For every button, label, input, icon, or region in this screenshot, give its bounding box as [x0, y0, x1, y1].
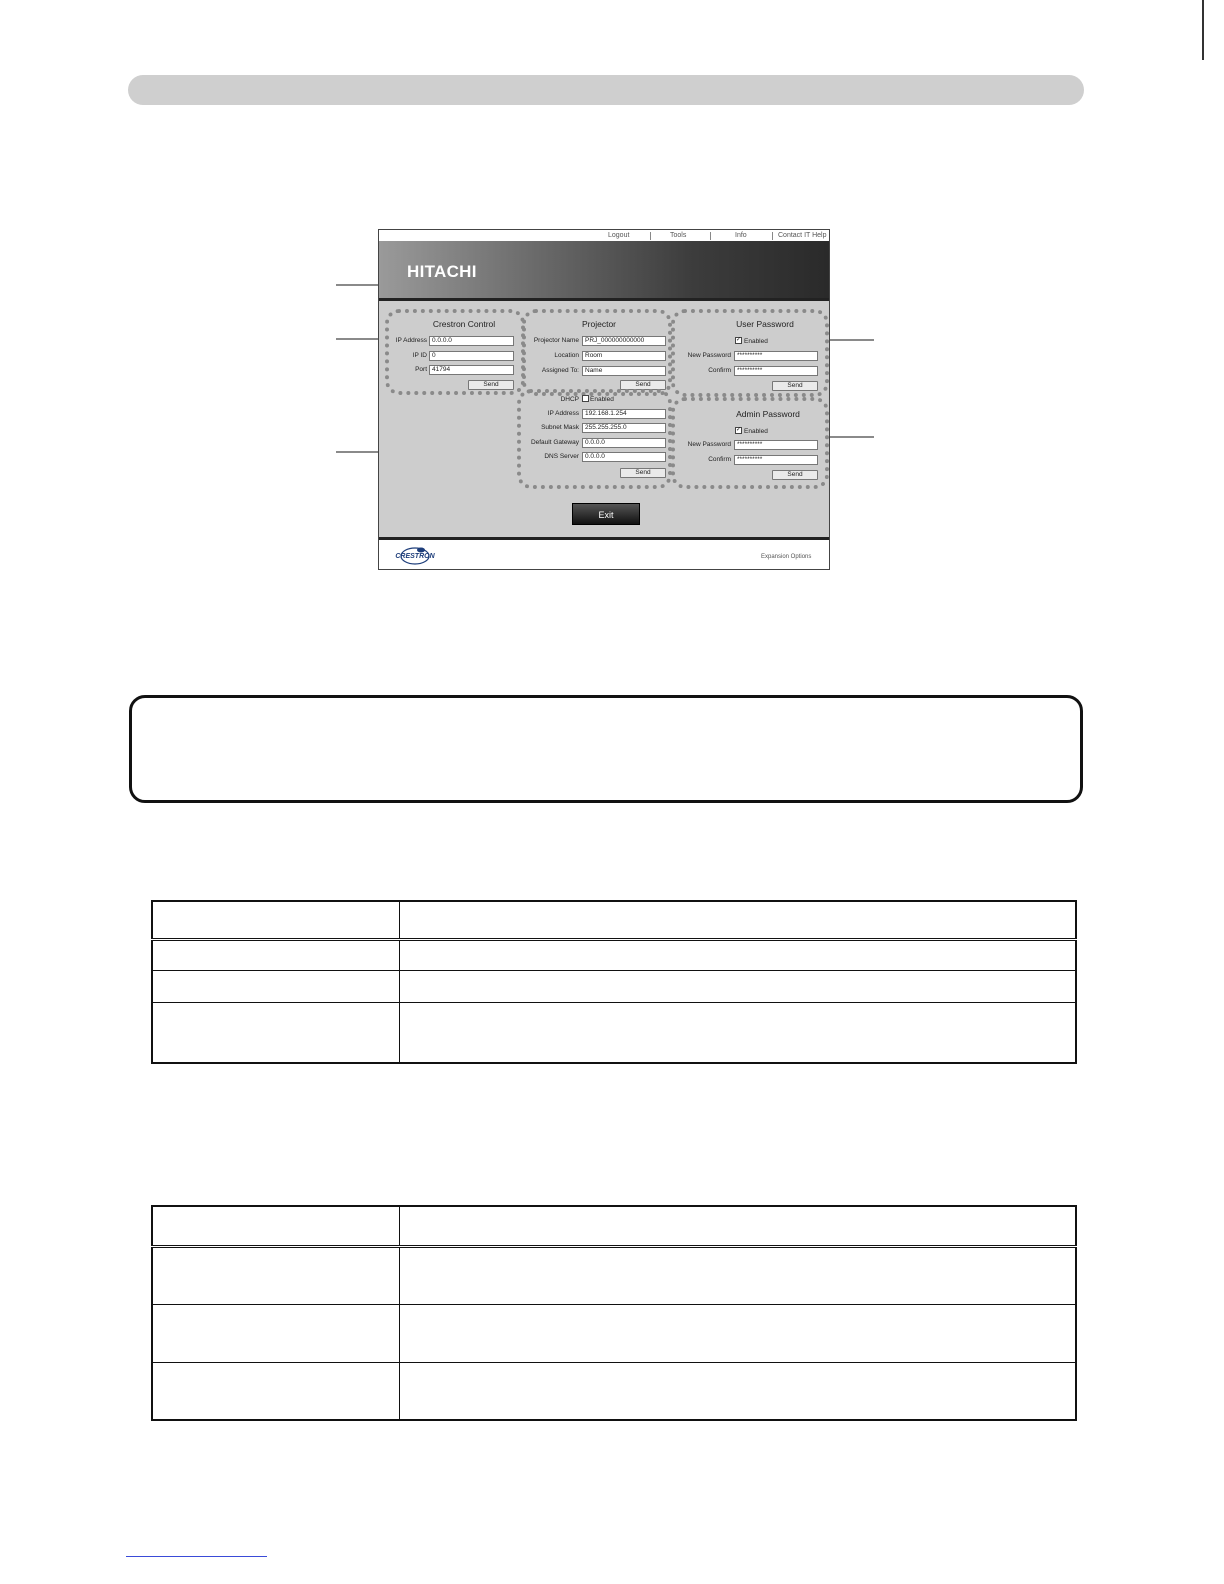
table-row	[152, 971, 1076, 1002]
projector-title: Projector	[581, 319, 616, 329]
subnet-mask-label: Subnet Mask	[541, 424, 579, 431]
table-row	[152, 939, 1076, 970]
default-gateway-field[interactable]: 0.0.0.0	[582, 438, 666, 448]
user-password-enabled-checkbox[interactable]: ✓	[736, 337, 742, 343]
table-row	[152, 1246, 1076, 1304]
default-gateway-label: Default Gateway	[530, 439, 579, 446]
crestron-ip-label: IP Address	[395, 337, 427, 344]
admin-confirm-field[interactable]: **********	[734, 455, 818, 465]
crestron-ip-field[interactable]: 0.0.0.0	[429, 336, 514, 346]
table-row	[152, 1362, 1076, 1420]
dhcp-enabled-label: Enabled	[590, 396, 614, 403]
user-password-send-button[interactable]: Send	[772, 381, 818, 391]
callout-user-password	[828, 339, 874, 341]
projector-name-label: Projector Name	[533, 337, 579, 344]
table-row	[152, 1304, 1076, 1362]
nav-tools[interactable]: Tools	[670, 232, 687, 239]
dhcp-checkbox[interactable]	[582, 395, 589, 402]
admin-password-enabled-label: Enabled	[744, 428, 768, 435]
subnet-mask-field[interactable]: 255.255.255.0	[582, 423, 666, 433]
admin-new-password-field[interactable]: **********	[734, 440, 818, 450]
crestron-ipid-label: IP ID	[412, 352, 427, 359]
nav-contact-it-help[interactable]: Contact IT Help	[778, 232, 827, 239]
admin-new-password-label: New Password	[687, 441, 731, 448]
admin-password-title: Admin Password	[736, 409, 800, 419]
user-new-password-field[interactable]: **********	[734, 351, 818, 361]
dns-server-field[interactable]: 0.0.0.0	[582, 452, 666, 462]
projector-name-field[interactable]: PRJ_000000000000	[582, 336, 666, 346]
dhcp-label: DHCP	[560, 396, 579, 403]
note-box	[129, 695, 1083, 803]
user-confirm-label: Confirm	[708, 367, 731, 374]
crestron-control-title: Crestron Control	[432, 319, 496, 329]
network-send-button[interactable]: Send	[620, 468, 666, 478]
top-nav	[379, 230, 829, 241]
admin-password-enabled-checkbox[interactable]: ✓	[736, 427, 742, 433]
user-confirm-field[interactable]: **********	[734, 366, 818, 376]
projector-settings-table	[151, 1205, 1077, 1421]
settings-body	[379, 301, 829, 537]
admin-confirm-label: Confirm	[708, 456, 731, 463]
table-row	[152, 1206, 1076, 1246]
exit-button[interactable]: Exit	[572, 503, 640, 525]
crestron-port-label: Port	[415, 366, 427, 373]
table-row	[152, 901, 1076, 939]
top-right-line	[1202, 0, 1204, 60]
assigned-to-label: Assigned To:	[541, 367, 579, 374]
svg-text:CRESTRON: CRESTRON	[395, 553, 435, 560]
admin-password-send-button[interactable]: Send	[772, 470, 818, 480]
crestron-web-ui	[378, 229, 830, 570]
crestron-settings-table	[151, 900, 1077, 1064]
user-password-title: User Password	[736, 319, 794, 329]
location-field[interactable]: Room	[582, 351, 666, 361]
crestron-logo	[391, 546, 439, 566]
network-ip-field[interactable]: 192.168.1.254	[582, 409, 666, 419]
nav-info[interactable]: Info	[735, 232, 747, 239]
user-password-enabled-label: Enabled	[744, 338, 768, 345]
dns-server-label: DNS Server	[544, 453, 579, 460]
hitachi-logo: HITACHI	[407, 262, 477, 281]
table-row	[152, 1002, 1076, 1063]
section-header-bar	[128, 75, 1084, 105]
crestron-ipid-field[interactable]: 0	[429, 351, 514, 361]
assigned-to-field[interactable]: Name	[582, 366, 666, 376]
user-new-password-label: New Password	[687, 352, 731, 359]
network-ip-label: IP Address	[547, 410, 579, 417]
crestron-send-button[interactable]: Send	[468, 380, 514, 390]
crestron-port-field[interactable]: 41794	[429, 365, 514, 375]
projector-send-button[interactable]: Send	[620, 380, 666, 390]
expansion-options-link[interactable]: Expansion Options	[761, 554, 812, 560]
footer-link-underline[interactable]	[126, 1556, 267, 1557]
callout-admin-password	[828, 436, 874, 438]
nav-logout[interactable]: Logout	[608, 232, 630, 239]
location-label: Location	[554, 352, 579, 359]
